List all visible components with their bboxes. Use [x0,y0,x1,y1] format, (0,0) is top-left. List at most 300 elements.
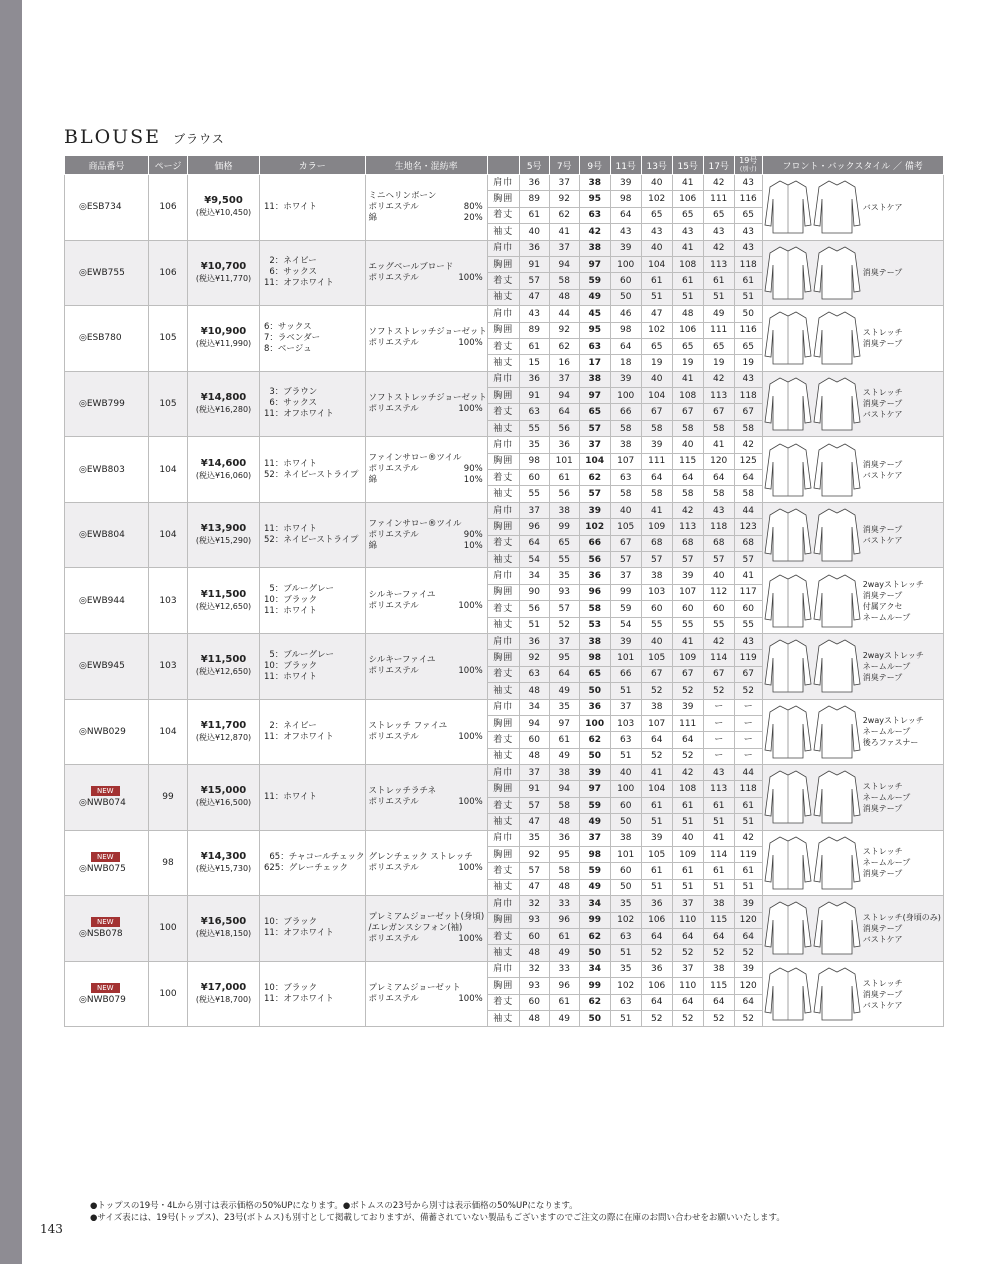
measure-label: 袖丈 [487,617,519,633]
product-group [65,568,944,634]
measure-label: 胸囲 [487,781,519,797]
price: ¥14,800 [200,391,247,403]
size-value: 39 [610,371,641,387]
size-value: 63 [519,404,549,420]
size-value: 100 [579,715,610,731]
product-code [79,994,148,1006]
size-value: 45 [579,306,610,322]
marker-icon: ◎ [79,464,87,475]
note-item: 消臭テープ [862,923,903,933]
size-value: 68 [734,535,762,551]
fabric-cell [365,437,487,503]
size-value: 44 [734,502,762,518]
product-group [65,633,944,699]
measure-label: 袖丈 [487,879,519,895]
notes-list [863,781,911,814]
measure-label: 着丈 [487,994,519,1010]
note-item: ストレッチ(身頃のみ) [862,912,941,922]
size-value: 61 [703,273,734,289]
footnotes [90,1200,785,1224]
size-value: 52 [734,945,762,961]
tax-price: (税込¥15,290) [195,536,252,546]
style-notes-wrap [763,702,943,762]
marker-icon: ◎ [79,267,87,278]
size-value: 42 [703,175,734,191]
measure-label: 胸囲 [487,715,519,731]
size-value: 39 [610,633,641,649]
size-value: 52 [734,683,762,699]
size-value: 68 [703,535,734,551]
note-item: 2wayストレッチ [862,579,924,589]
title-jp: ブラウス [173,132,225,146]
blend-percent: 90% [463,529,483,540]
size-value: 116 [734,191,762,207]
size-value: 55 [519,486,549,502]
size-value: 52 [734,1010,762,1026]
blend-percent: 100% [458,600,483,611]
size-value: 49 [549,683,579,699]
colors: 11：ホワイト 52：ネイビーストライプ [260,437,366,503]
blend-material: ポリエステル [368,272,419,283]
size-value: 47 [519,289,549,305]
fabric-name: シルキーファイユ [368,655,436,666]
style-notes-wrap [763,505,943,565]
size-value: 65 [734,338,762,354]
blend-percent: 100% [458,862,483,873]
measure-label: 胸囲 [487,453,519,469]
size-value: 58 [549,273,579,289]
size-value: 38 [579,175,610,191]
size-value: 49 [579,879,610,895]
size-value: 48 [519,945,549,961]
size-value: 52 [641,1010,672,1026]
price: ¥11,500 [200,588,247,600]
size-value: 32 [519,961,549,977]
size-value: 104 [641,388,672,404]
size-value: 102 [579,519,610,535]
fabric-cell [365,502,487,568]
size-value: 118 [734,388,762,404]
size-value: 47 [641,306,672,322]
size-value: 60 [519,732,549,748]
size-value: 106 [672,322,703,338]
notes-list [863,978,903,1011]
note-item: 2wayストレッチ [862,650,924,660]
size-value: 36 [579,568,610,584]
note-item: ネームループ [862,727,911,737]
size-value: 61 [549,732,579,748]
size-value: 63 [610,994,641,1010]
product-code [79,464,148,476]
product-code [79,529,148,541]
size-value: 113 [703,388,734,404]
fabric-blend [369,934,487,945]
colors: 10：ブラック 11：オフホワイト [260,961,366,1027]
fabric-name: プレミアムジョーゼット [368,983,461,994]
measure-label: 袖丈 [487,551,519,567]
size-value: 62 [549,338,579,354]
measure-label: 着丈 [487,928,519,944]
product-code-cell [65,306,149,372]
size-value: 61 [549,928,579,944]
size-value: 57 [579,420,610,436]
size-value: 64 [549,404,579,420]
size-value: 39 [734,961,762,977]
measure-label: 着丈 [487,732,519,748]
blend-percent: 100% [458,933,483,944]
fabric-cell [365,961,487,1027]
column-header [734,156,762,175]
size-value: 63 [610,732,641,748]
size-value: 125 [734,453,762,469]
size-value: 51 [734,289,762,305]
product-code-cell [65,568,149,634]
size-value: 91 [519,256,549,272]
price-cell [188,240,260,306]
size-value: 43 [734,175,762,191]
size-value: 15 [519,355,549,371]
size-value: 61 [641,863,672,879]
size-value: 65 [703,338,734,354]
size-value: 64 [703,470,734,486]
size-value: 41 [672,371,703,387]
product-code-text: NWB074 [86,798,126,809]
size-value: 18 [610,355,641,371]
size-value: 58 [703,420,734,436]
size-value: 97 [579,781,610,797]
fabric-blend [369,213,487,224]
catalog-page: 98 [149,830,188,896]
size-value: 64 [610,207,641,223]
size-value: 42 [703,240,734,256]
measure-label: 肩巾 [487,896,519,912]
size-value: 102 [641,322,672,338]
size-value: 57 [519,797,549,813]
title-en: BLOUSE [64,126,162,148]
fabric-name: ストレッチラチネ [368,786,437,797]
size-value: 64 [703,928,734,944]
size-value: 40 [641,240,672,256]
price-cell [188,961,260,1027]
page-number: 143 [40,1222,63,1236]
note-item: ストレッチ [862,328,903,338]
column-header: 価格 [188,156,260,175]
size-value: 50 [579,945,610,961]
notes-list [863,650,924,683]
style-notes-cell [762,371,943,437]
notes-list [863,715,924,748]
price: ¥14,300 [200,850,247,862]
note-item: 消臭テープ [862,525,903,535]
size-value: 118 [734,256,762,272]
size-value: 61 [734,273,762,289]
product-code [79,398,148,410]
size-value: 48 [549,289,579,305]
price: ¥11,700 [200,719,247,731]
size-value: 67 [641,666,672,682]
price-cell [188,502,260,568]
size-value: 51 [703,289,734,305]
size-value: 96 [519,519,549,535]
size-value: 119 [734,847,762,863]
fabric-name: ミニヘリンボーン [368,190,437,201]
catalog-page: 103 [149,568,188,634]
fabric-blend [369,666,487,677]
tax-price: (税込¥12,650) [195,601,252,611]
style-notes-cell [762,765,943,831]
fabric-blend [369,541,487,552]
measure-label: 胸囲 [487,912,519,928]
column-header: 9号 [579,156,610,175]
note-item: 消臭テープ [862,869,903,879]
product-code-text: ESB734 [86,202,122,213]
size-value: 116 [734,322,762,338]
note-item: 消臭テープ [862,672,903,682]
size-value: 35 [549,699,579,715]
size-value: 64 [641,928,672,944]
size-value: 56 [519,601,549,617]
size-value: 67 [703,404,734,420]
style-notes-cell [762,568,943,634]
new-badge: NEW [91,917,120,927]
notes-list [863,202,903,213]
measure-label: 肩巾 [487,961,519,977]
size-value: 34 [519,699,549,715]
size-value: 38 [641,699,672,715]
size-value: 89 [519,322,549,338]
size-value: 35 [610,961,641,977]
size-value: 42 [703,371,734,387]
table-row [65,240,944,256]
size-value: 101 [610,650,641,666]
catalog-page: 105 [149,306,188,372]
size-value: 94 [549,781,579,797]
size-value: 63 [519,666,549,682]
blend-percent: 100% [458,338,483,349]
colors: 11：ホワイト [260,175,366,241]
measure-label: 着丈 [487,338,519,354]
size-value: 39 [610,175,641,191]
size-value: 49 [549,1010,579,1026]
page-title [64,126,225,148]
column-header: 17号 [703,156,734,175]
size-value: 64 [734,994,762,1010]
size-value: 89 [519,191,549,207]
size-value: 99 [610,584,641,600]
blend-material: ポリエステル [368,600,419,611]
blend-material: ポリエステル [368,403,419,414]
blend-material: ポリエステル [368,529,419,540]
size-value: 93 [519,978,549,994]
price-cell [188,830,260,896]
tax-price: (税込¥16,280) [195,404,252,414]
size-value: 107 [641,715,672,731]
size-value: 61 [672,273,703,289]
size-value: 62 [579,470,610,486]
size-value: 40 [703,568,734,584]
blend-material: ポリエステル [368,338,419,349]
size-value: 41 [672,633,703,649]
note-item: 付属アクセ [862,601,903,611]
style-notes-wrap [763,571,943,631]
size-value: 58 [610,486,641,502]
product-code [79,797,148,809]
size-value: 113 [703,256,734,272]
size-value: 102 [641,191,672,207]
size-value: 39 [610,240,641,256]
size-value: 52 [672,683,703,699]
size-value: 63 [579,207,610,223]
price-cell [188,699,260,765]
catalog-page: 104 [149,502,188,568]
size-value: 100 [610,781,641,797]
size-value: 94 [549,256,579,272]
tax-price: (税込¥11,770) [195,273,252,283]
product-group [65,502,944,568]
measure-label: 胸囲 [487,847,519,863]
price: ¥16,500 [200,916,247,928]
blend-percent: 100% [458,797,483,808]
product-code-cell [65,633,149,699]
blend-material: ポリエステル [368,862,419,873]
column-header: 15号 [672,156,703,175]
price: ¥15,000 [200,785,247,797]
size-value: 58 [549,863,579,879]
table-row [65,437,944,453]
size-value: 49 [579,814,610,830]
tax-price: (税込¥10,450) [195,208,252,218]
measure-label: 胸囲 [487,388,519,404]
size-value: 51 [641,879,672,895]
product-group [65,830,944,896]
table-row [65,896,944,912]
price-cell [188,306,260,372]
style-notes-cell [762,699,943,765]
size-value: 61 [734,797,762,813]
fabric-name: グレンチェック ストレッチ [368,851,473,862]
note-item: ストレッチ [862,781,903,791]
blouse-sketch-icon [763,767,863,827]
column-header [487,156,519,175]
size-value: 92 [519,650,549,666]
size-value: 59 [579,863,610,879]
size-value: 39 [672,699,703,715]
size-value: 105 [641,847,672,863]
product-code [79,863,148,875]
size-value: 38 [610,437,641,453]
measure-label: 肩巾 [487,568,519,584]
size-value: 19 [672,355,703,371]
style-notes-wrap [763,308,943,368]
note-item: ネームループ [862,792,911,802]
size-value: 51 [703,814,734,830]
size-value: 57 [579,486,610,502]
column-header: 11号 [610,156,641,175]
price-cell [188,896,260,962]
size-value: 51 [610,683,641,699]
size-value: 51 [641,289,672,305]
size-value: 50 [579,1010,610,1026]
size-value: 64 [703,994,734,1010]
product-group [65,896,944,962]
note-item: バストケア [862,934,903,944]
measure-label: 肩巾 [487,306,519,322]
size-value: 39 [672,568,703,584]
size-value: 43 [703,765,734,781]
new-badge: NEW [91,852,120,862]
note-item: 消臭テープ [862,989,903,999]
product-code-cell [65,371,149,437]
measure-label: 着丈 [487,273,519,289]
style-notes-cell [762,961,943,1027]
note-item: 消臭テープ [862,803,903,813]
size-value: 98 [579,650,610,666]
size-value: 55 [549,551,579,567]
colors: 5：ブルーグレー 10：ブラック 11：ホワイト [260,633,366,699]
notes-list [863,912,941,945]
size-value: 36 [549,830,579,846]
product-code-cell [65,240,149,306]
fabric-name: ストレッチ ファイユ [368,720,448,731]
size-value: 47 [519,879,549,895]
product-group [65,961,944,1027]
measure-label: 袖丈 [487,748,519,764]
blouse-sketch-icon [763,898,863,958]
fabric-blend [369,338,487,349]
size-value: 48 [549,879,579,895]
size-value: 56 [549,420,579,436]
size-value: 41 [641,765,672,781]
size-value: 64 [641,994,672,1010]
size-value: 101 [610,847,641,863]
size-value: 64 [672,470,703,486]
product-group [65,437,944,503]
catalog-page: 104 [149,437,188,503]
size-value: 35 [519,437,549,453]
size-value: 51 [734,814,762,830]
size-value: 57 [734,551,762,567]
size-value: 47 [519,814,549,830]
note-item: ネームループ [862,858,911,868]
size-value: 41 [703,830,734,846]
catalog-page: 106 [149,175,188,241]
size-value: 111 [703,322,734,338]
size-value: 36 [579,699,610,715]
size-value: 100 [610,256,641,272]
size-value: 40 [641,371,672,387]
size-value: 61 [549,994,579,1010]
colors: 2：ネイビー 11：オフホワイト [260,699,366,765]
size-value: 60 [734,601,762,617]
colors: 10：ブラック 11：オフホワイト [260,896,366,962]
price-cell [188,175,260,241]
measure-label: 袖丈 [487,1010,519,1026]
style-notes-wrap [763,374,943,434]
product-code-text: EWB755 [86,267,125,278]
fabric-name: シルキーファイユ [368,589,436,600]
fabric-blend [369,273,487,284]
size-value: 94 [519,715,549,731]
size-value: 39 [579,765,610,781]
column-header: 商品番号 [65,156,149,175]
size-value: 95 [549,847,579,863]
size-value: 42 [734,830,762,846]
size-value: 42 [672,502,703,518]
size-value: 65 [703,207,734,223]
size-value: 52 [703,1010,734,1026]
size-value: 50 [579,748,610,764]
size-value: 42 [734,437,762,453]
